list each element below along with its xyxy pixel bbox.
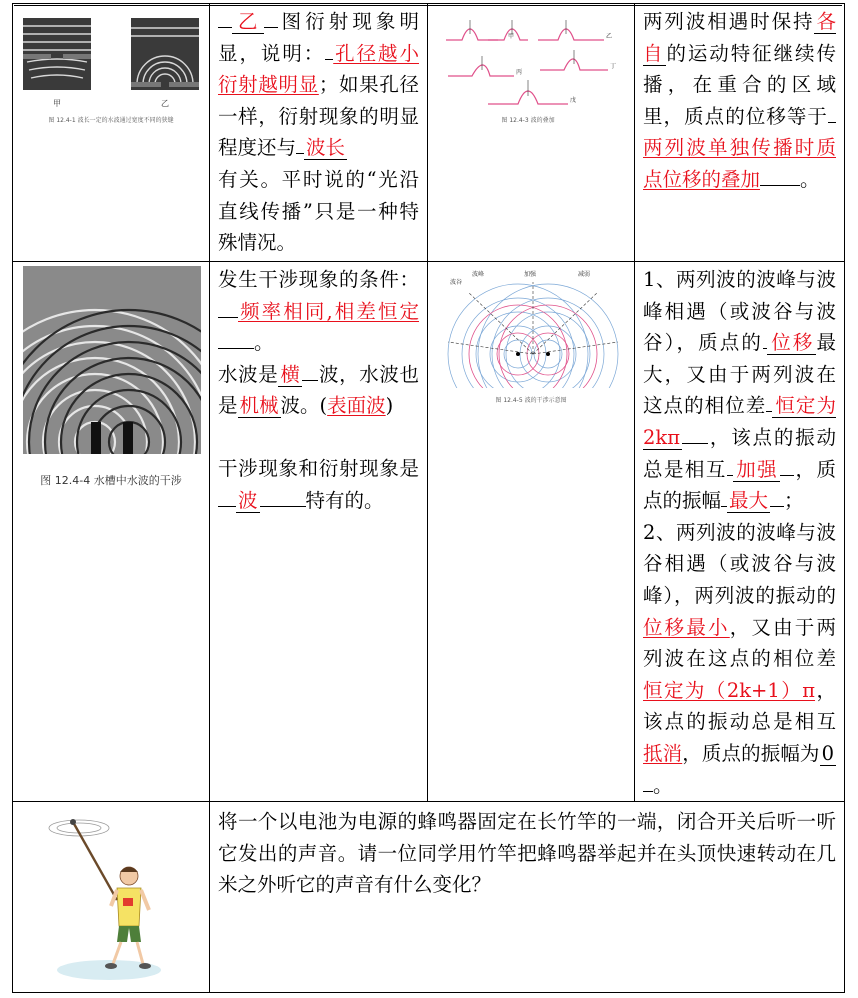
label-crest: 波峰 (472, 271, 485, 278)
text: ，该点的振动总是相互 (643, 678, 836, 734)
text: 发生干涉现象的条件： (218, 268, 419, 291)
cell-interference-explanation (635, 262, 845, 802)
cell-superposition-figure (428, 4, 635, 262)
text: 特有的。 (305, 488, 384, 512)
water-interference-photo (13, 262, 209, 492)
answer-blank: 两列波单独传播时质点位移的叠加 (643, 136, 836, 191)
answer-blank: 加强 (734, 457, 779, 481)
fig-caption: 图 12.4-1 波长一定的水波通过宽度不同的狭缝 (48, 117, 174, 124)
text: 的运动特征继续传播，在重合的区域里，质点的位移等于 (643, 41, 836, 128)
text: 2、两列波的波峰与波谷相遇（或波谷与波峰），两列波的振动的 (643, 520, 836, 607)
text: ； (784, 489, 804, 513)
text: ，质点的振幅为 (682, 741, 820, 765)
text: 干涉现象和衍射现象是 (218, 456, 419, 480)
row-interference (13, 262, 845, 802)
diffraction-slit-figure (13, 4, 209, 144)
cell-boy-illustration (13, 802, 210, 993)
fig-caption: 图 12.4-5 波的干涉示意图 (495, 397, 567, 404)
fig-label-a: 甲 (53, 99, 61, 108)
text: ，质点的振幅 (643, 457, 836, 513)
answer-blank: 恒定为 2kπ (643, 394, 836, 449)
cell-interference-text (210, 262, 428, 802)
cell-interference-photo (13, 262, 210, 802)
answer-blank: 恒定为（2k+1）π (643, 678, 816, 702)
cell-diffraction-text (210, 4, 428, 262)
answer-blank: 表面波 (327, 394, 386, 418)
text: ) (385, 394, 394, 418)
wave-superposition-figure (428, 4, 634, 134)
answer-blank: 各自 (643, 10, 836, 65)
text: 最大，又由于两列波在这点的相位差 (643, 331, 836, 418)
answer-blank: 0 (821, 741, 834, 765)
answer-blank: 抵消 (643, 741, 683, 765)
cell-diffraction-figure (13, 4, 210, 262)
fig-caption: 图 12.4-3 波的叠加 (501, 117, 555, 124)
answer-blank: 最大 (729, 489, 769, 513)
text: 有关。平时说的“光沿直线传播”只是一种特殊情况。 (218, 167, 419, 255)
text: ，又由于两列波在这点的相位差 (643, 615, 836, 671)
answer-blank: 位移 (769, 331, 815, 355)
text: 。 (254, 331, 274, 355)
text: 。 (653, 773, 673, 797)
interference-diagram (428, 262, 634, 422)
answer-blank: 波 (238, 488, 258, 512)
boy-with-buzzer-illustration (13, 802, 209, 988)
fig-caption: 图 12.4-4 水槽中水波的干涉 (40, 474, 182, 487)
label-ding: 丁 (610, 63, 617, 70)
text: 。 (800, 167, 820, 191)
answer-blank: 波长 (306, 136, 346, 160)
interference-explanation (635, 262, 844, 801)
notes-table (12, 3, 845, 993)
label-bing: 丙 (516, 69, 523, 76)
text: 水波是 (218, 362, 279, 386)
row-diffraction-superposition (13, 4, 845, 262)
answer-blank: 横 (280, 362, 301, 386)
label-weaken: 减弱 (578, 271, 591, 278)
text: 两列波相遇时保持 (643, 10, 815, 33)
text: ，该点的振动总是相互 (643, 425, 836, 481)
row-doppler (13, 802, 845, 993)
text: 波，水波也是 (218, 362, 419, 418)
label-yi: 乙 (606, 33, 613, 40)
cell-superposition-text (635, 4, 845, 262)
cell-doppler-text (210, 802, 845, 993)
answer-blank: 位移最小 (643, 615, 730, 639)
interference-paragraph (210, 262, 427, 516)
text: 图衍射现象明显，说明： (218, 10, 419, 65)
label-wu: 戊 (570, 97, 577, 104)
doppler-paragraph: 将一个以电池为电源的蜂鸣器固定在长竹竿的一端，闭合开关后听一听它发出的声音。请一位同学用竹竿把蜂鸣器举起并在头顶快速转动在几米之外听它的声音有什么变化？ (218, 810, 836, 897)
answer-blank: 孔径越小衍射越明显 (218, 41, 419, 97)
label-jia: 甲 (508, 33, 515, 40)
text: 波。( (280, 394, 328, 418)
label-strengthen: 加强 (524, 271, 537, 278)
text: ；如果孔径一样，衍射现象的明显程度还与 (218, 73, 419, 160)
cell-interference-diagram (428, 262, 635, 802)
answer-blank: 机械 (239, 394, 279, 418)
answer-blank: 频率相同,相差恒定 (238, 299, 419, 323)
answer-blank: 乙 (234, 10, 262, 33)
diffraction-paragraph (210, 4, 427, 259)
text: 1、两列波的波峰与波峰相遇（或波谷与波谷），质点的 (643, 268, 836, 355)
superposition-paragraph (635, 4, 844, 196)
label-trough: 波谷 (450, 279, 463, 286)
fig-label-b: 乙 (161, 99, 169, 108)
